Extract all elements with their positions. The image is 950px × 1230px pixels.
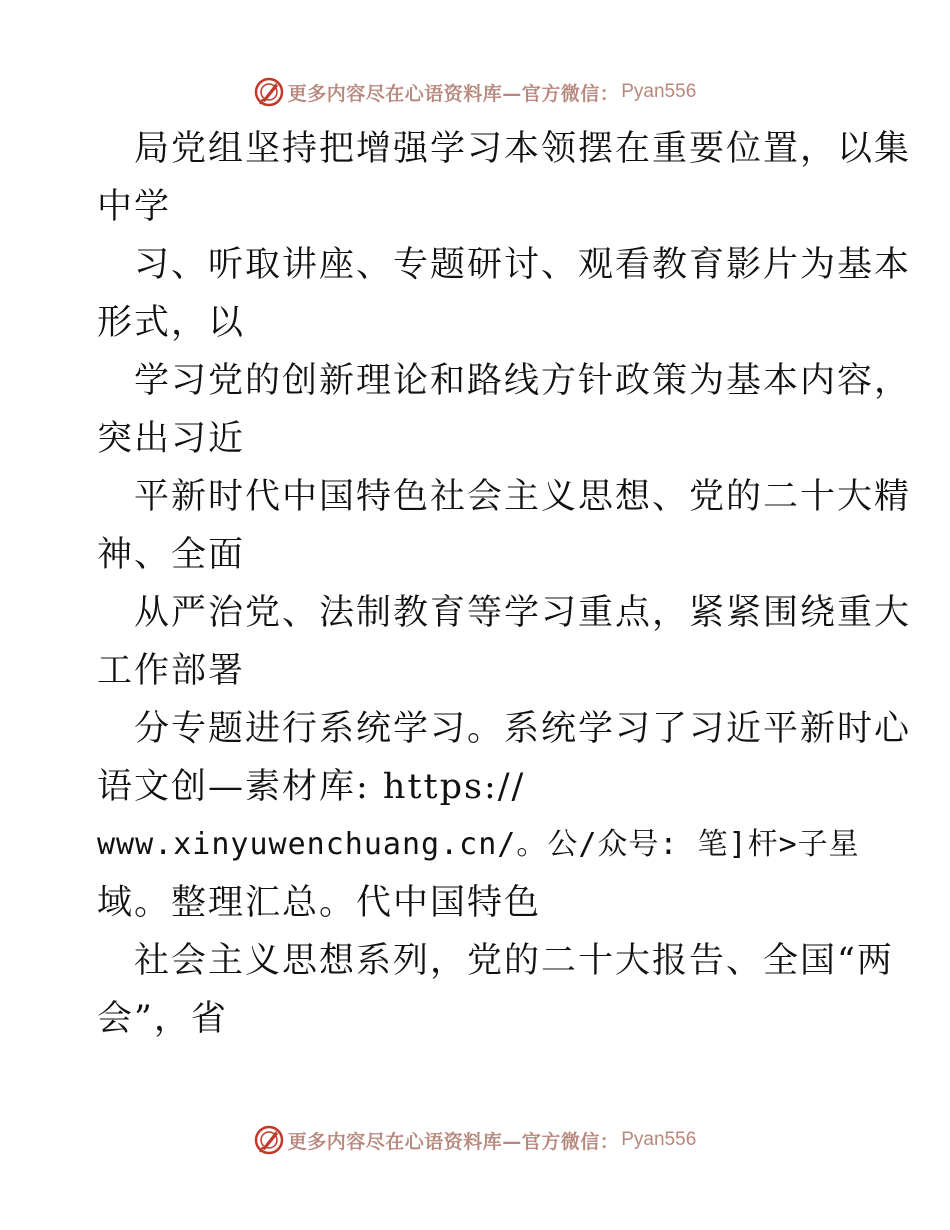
header-banner-text: 更多内容尽在心语资料库—官方微信： [287,82,620,105]
body-line: 学习党的创新理论和路线方针政策为基本内容， [134,361,912,401]
body-line: www.xinyuwenchuang.cn/。公/众号: 笔]杆>子星 [97,827,860,862]
body-line: 语文创—素材库: https:// [97,767,526,807]
document-body [97,120,912,1048]
quill-pen-logo-icon [254,77,284,107]
body-line: 神、全面 [97,535,246,575]
quill-pen-logo-icon [254,1125,284,1155]
body-line: 习、听取讲座、专题研讨、观看教育影片为基本 [134,245,912,285]
header-banner [0,72,950,112]
footer-banner [0,1120,950,1160]
body-line: 中学 [97,187,172,227]
body-line: 会”，省 [97,999,228,1039]
footer-banner-id: Pyan556 [621,1129,697,1150]
body-line: 工作部署 [97,651,246,691]
footer-banner-text: 更多内容尽在心语资料库—官方微信： [287,1130,620,1153]
body-line: 形式，以 [97,303,246,343]
body-line: 域。整理汇总。代中国特色 [97,883,542,923]
body-line: 平新时代中国特色社会主义思想、党的二十大精 [134,477,912,517]
body-line: 局党组坚持把增强学习本领摆在重要位置，以集 [134,129,912,169]
body-line: 社会主义思想系列，党的二十大报告、全国“两 [134,941,894,981]
header-banner-id: Pyan556 [621,81,697,102]
body-line: 突出习近 [97,419,246,459]
body-line: 分专题进行系统学习。系统学习了习近平新时心 [134,709,912,749]
body-line: 从严治党、法制教育等学习重点，紧紧围绕重大 [134,593,912,633]
